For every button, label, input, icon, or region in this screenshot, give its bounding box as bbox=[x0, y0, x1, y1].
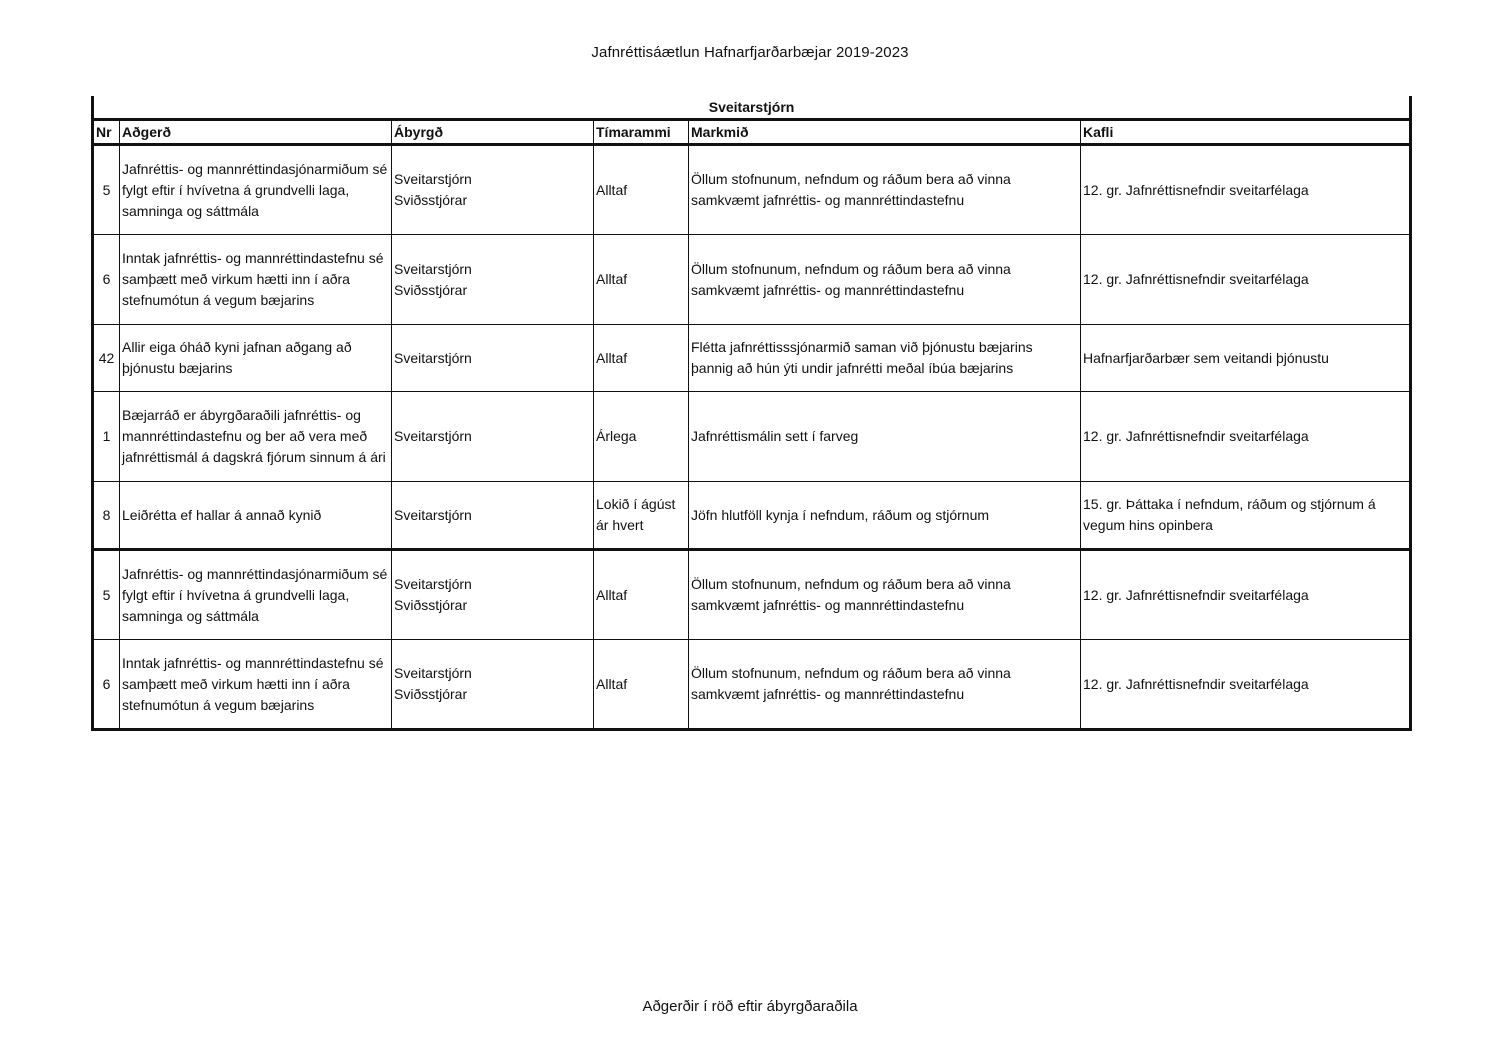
row-abyrgd bbox=[392, 550, 594, 640]
table-title-row bbox=[93, 96, 1411, 120]
table-row bbox=[93, 482, 1411, 550]
row-nr: 6 bbox=[93, 235, 120, 325]
abyrgd-line: Sviðsstjórar bbox=[394, 192, 468, 208]
row-kafli: 12. gr. Jafnréttisnefndir sveitarfélaga bbox=[1081, 640, 1411, 730]
row-timarammi: Alltaf bbox=[594, 145, 689, 235]
row-nr: 8 bbox=[93, 482, 120, 550]
row-timarammi: Alltaf bbox=[594, 640, 689, 730]
abyrgd-line: Sveitarstjórn bbox=[394, 260, 472, 277]
abyrgd-line: Sviðsstjórar bbox=[394, 281, 468, 298]
row-adgerd: Jafnréttis- og mannréttindasjónarmiðum sé fylgt eftir í hvívetna á grundvelli laga, samninga og sáttmála bbox=[120, 550, 392, 640]
table-header-row bbox=[93, 120, 1411, 145]
row-nr: 42 bbox=[93, 325, 120, 392]
table-row bbox=[93, 392, 1411, 482]
abyrgd-line: Sveitarstjórn bbox=[394, 428, 472, 444]
row-adgerd: Allir eiga óháð kyni jafnan aðgang að þjónustu bæjarins bbox=[120, 325, 392, 392]
row-timarammi: Lokið í ágúst ár hvert bbox=[594, 482, 689, 550]
column-header-timarammi: Tímarammi bbox=[594, 120, 689, 145]
table-row bbox=[93, 550, 1411, 640]
abyrgd-line: Sveitarstjórn bbox=[394, 506, 472, 523]
row-markmid: Öllum stofnunum, nefndum og ráðum bera að vinna samkvæmt jafnréttis- og mannréttindastefnu bbox=[689, 235, 1081, 325]
row-adgerd: Inntak jafnréttis- og mannréttindastefnu sé samþætt með virkum hætti inn í aðra stefnumótun á vegum bæjarins bbox=[120, 235, 392, 325]
action-table bbox=[91, 96, 1412, 731]
row-abyrgd bbox=[392, 325, 594, 392]
row-nr: 1 bbox=[93, 392, 120, 482]
column-header-markmid: Markmið bbox=[689, 120, 1081, 145]
column-header-adgerd: Aðgerð bbox=[120, 120, 392, 145]
row-markmid: Öllum stofnunum, nefndum og ráðum bera að vinna samkvæmt jafnréttis- og mannréttindastefnu bbox=[689, 550, 1081, 640]
table-row bbox=[93, 145, 1411, 235]
row-abyrgd bbox=[392, 640, 594, 730]
abyrgd-line: Sveitarstjórn bbox=[394, 576, 472, 592]
abyrgd-line: Sveitarstjórn bbox=[394, 171, 472, 187]
abyrgd-line: Sviðsstjórar bbox=[394, 686, 468, 702]
row-kafli: 12. gr. Jafnréttisnefndir sveitarfélaga bbox=[1081, 550, 1411, 640]
row-markmid: Öllum stofnunum, nefndum og ráðum bera að vinna samkvæmt jafnréttis- og mannréttindastefnu bbox=[689, 145, 1081, 235]
row-adgerd: Jafnréttis- og mannréttindasjónarmiðum sé fylgt eftir í hvívetna á grundvelli laga, samninga og sáttmála bbox=[120, 145, 392, 235]
row-markmid: Öllum stofnunum, nefndum og ráðum bera að vinna samkvæmt jafnréttis- og mannréttindastefnu bbox=[689, 640, 1081, 730]
row-kafli: Hafnarfjarðarbær sem veitandi þjónustu bbox=[1081, 325, 1411, 392]
row-nr: 6 bbox=[93, 640, 120, 730]
row-kafli: 12. gr. Jafnréttisnefndir sveitarfélaga bbox=[1081, 145, 1411, 235]
row-timarammi: Árlega bbox=[594, 392, 689, 482]
action-table-container bbox=[91, 96, 1409, 731]
row-timarammi: Alltaf bbox=[594, 550, 689, 640]
row-adgerd: Inntak jafnréttis- og mannréttindastefnu sé samþætt með virkum hætti inn í aðra stefnumótun á vegum bæjarins bbox=[120, 640, 392, 730]
row-kafli: 12. gr. Jafnréttisnefndir sveitarfélaga bbox=[1081, 392, 1411, 482]
row-kafli: 15. gr. Þáttaka í nefndum, ráðum og stjórnum á vegum hins opinbera bbox=[1081, 482, 1411, 550]
abyrgd-line: Sviðsstjórar bbox=[394, 597, 468, 613]
column-header-nr: Nr bbox=[93, 120, 120, 145]
abyrgd-line: Sveitarstjórn bbox=[394, 349, 472, 366]
abyrgd-line: Sveitarstjórn bbox=[394, 665, 472, 681]
column-header-abyrgd: Ábyrgð bbox=[392, 120, 594, 145]
page-footer: Aðgerðir í röð eftir ábyrgðaraðila bbox=[642, 998, 858, 1015]
column-header-kafli: Kafli bbox=[1081, 120, 1411, 145]
page-header: Jafnréttisáætlun Hafnarfjarðarbæjar 2019-2023 bbox=[591, 44, 909, 61]
row-kafli: 12. gr. Jafnréttisnefndir sveitarfélaga bbox=[1081, 235, 1411, 325]
row-timarammi: Alltaf bbox=[594, 325, 689, 392]
row-abyrgd bbox=[392, 145, 594, 235]
table-row bbox=[93, 235, 1411, 325]
row-timarammi: Alltaf bbox=[594, 235, 689, 325]
row-markmid: Flétta jafnréttisssjónarmið saman við þjónustu bæjarins þannig að hún ýti undir jafnrétti meðal íbúa bæjarins bbox=[689, 325, 1081, 392]
table-row bbox=[93, 325, 1411, 392]
row-abyrgd bbox=[392, 482, 594, 550]
row-abyrgd bbox=[392, 392, 594, 482]
row-markmid: Jafnréttismálin sett í farveg bbox=[689, 392, 1081, 482]
row-adgerd: Bæjarráð er ábyrgðaraðili jafnréttis- og mannréttindastefnu og ber að vera með jafnréttismál á dagskrá fjórum sinnum á ári bbox=[120, 392, 392, 482]
row-adgerd: Leiðrétta ef hallar á annað kynið bbox=[120, 482, 392, 550]
table-row bbox=[93, 640, 1411, 730]
row-markmid: Jöfn hlutföll kynja í nefndum, ráðum og stjórnum bbox=[689, 482, 1081, 550]
row-abyrgd bbox=[392, 235, 594, 325]
row-nr: 5 bbox=[93, 145, 120, 235]
table-title: Sveitarstjórn bbox=[93, 96, 1411, 120]
row-nr: 5 bbox=[93, 550, 120, 640]
